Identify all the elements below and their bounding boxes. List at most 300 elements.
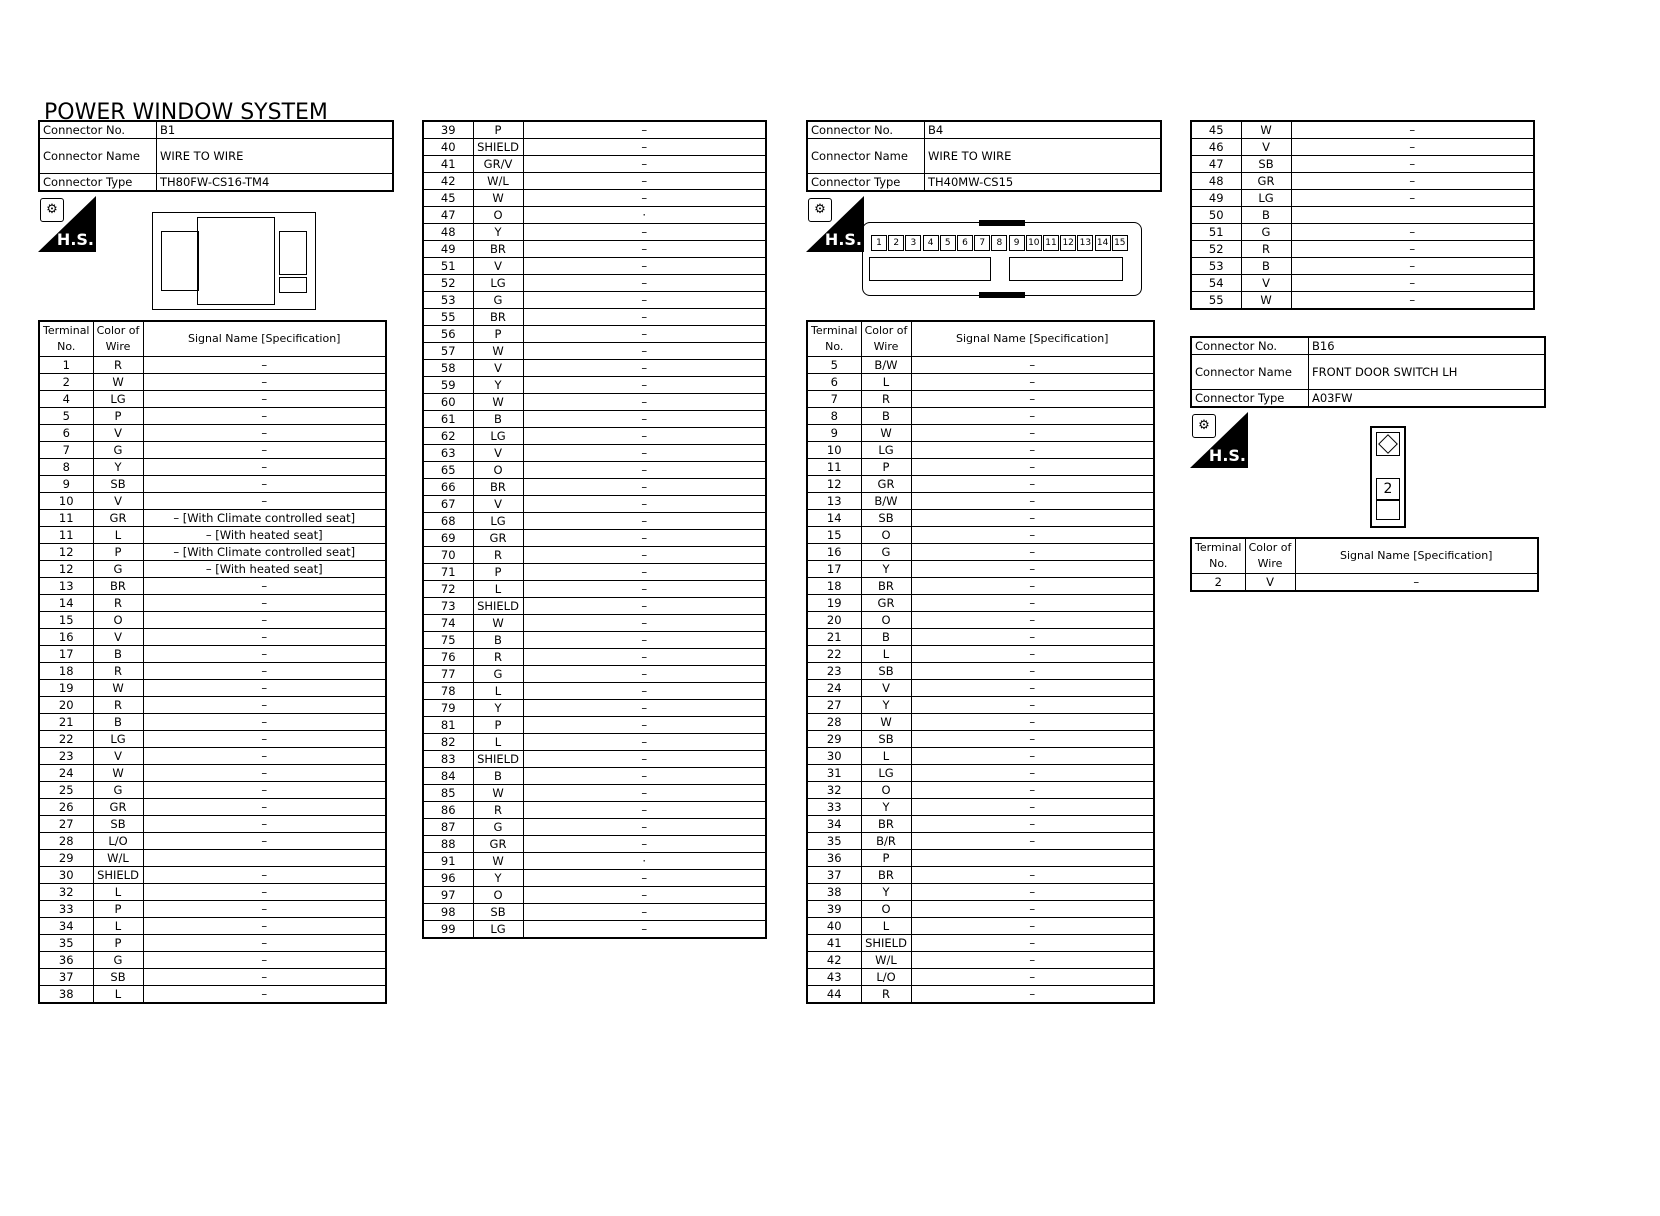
table-row	[423, 343, 766, 360]
signal-name-cell: –	[911, 374, 1154, 391]
terminal-no-header: Terminal No.	[807, 321, 861, 357]
wire-color-cell: L/O	[93, 833, 143, 850]
signal-name-cell: –	[143, 748, 386, 765]
table-row	[39, 374, 386, 391]
table-row	[39, 425, 386, 442]
terminal-no-cell: 40	[807, 918, 861, 935]
table-row	[423, 819, 766, 836]
signal-name-cell: –	[523, 683, 766, 700]
signal-name-cell: –	[143, 697, 386, 714]
connector-no-value: B4	[925, 121, 1162, 139]
wire-color-cell: Y	[473, 377, 523, 394]
wire-color-cell: B	[1241, 207, 1291, 224]
wire-color-cell: W	[473, 853, 523, 870]
signal-name-cell: –	[523, 615, 766, 632]
signal-name-cell: –	[143, 884, 386, 901]
signal-name-cell: –	[143, 765, 386, 782]
wire-color-cell: SHIELD	[861, 935, 911, 952]
terminal-no-cell: 51	[1191, 224, 1241, 241]
table-row	[423, 462, 766, 479]
signal-name-cell: –	[523, 343, 766, 360]
terminal-no-cell: 30	[39, 867, 93, 884]
hs-label: H.S.	[1208, 446, 1246, 465]
signal-name-cell: –	[143, 391, 386, 408]
wire-color-cell: Y	[861, 697, 911, 714]
table-row	[423, 411, 766, 428]
table-row	[807, 544, 1154, 561]
signal-name-cell: –	[523, 496, 766, 513]
signal-name-cell: –	[143, 476, 386, 493]
wire-color-cell: Y	[861, 561, 911, 578]
wire-color-cell: W/L	[861, 952, 911, 969]
terminal-no-cell: 66	[423, 479, 473, 496]
terminal-no-cell: 23	[807, 663, 861, 680]
terminal-no-cell: 43	[807, 969, 861, 986]
table-row	[423, 513, 766, 530]
table-row	[423, 547, 766, 564]
wire-color-cell: L	[861, 646, 911, 663]
signal-header: Signal Name [Specification]	[911, 321, 1154, 357]
b16-connector-info	[1190, 336, 1546, 408]
wire-color-cell: W	[93, 680, 143, 697]
table-row	[423, 598, 766, 615]
terminal-no-cell: 69	[423, 530, 473, 547]
terminal-no-cell: 15	[39, 612, 93, 629]
table-row	[423, 156, 766, 173]
terminal-no-cell: 33	[807, 799, 861, 816]
signal-name-cell: –	[143, 374, 386, 391]
signal-name-cell: –	[1291, 121, 1534, 139]
signal-name-cell: –	[143, 918, 386, 935]
signal-name-cell: –	[143, 935, 386, 952]
wire-color-cell: L	[473, 581, 523, 598]
signal-name-cell: –	[143, 629, 386, 646]
table-row	[39, 527, 386, 544]
connector-pin: 5	[940, 235, 956, 251]
terminal-no-cell: 98	[423, 904, 473, 921]
terminal-no-cell: 77	[423, 666, 473, 683]
terminal-no-cell: 7	[39, 442, 93, 459]
terminal-no-cell: 24	[39, 765, 93, 782]
wire-color-cell: B/R	[861, 833, 911, 850]
table-row	[39, 680, 386, 697]
connector-no-value: B1	[157, 121, 394, 139]
wire-color-cell: GR/V	[473, 156, 523, 173]
signal-name-cell: –	[143, 901, 386, 918]
terminal-no-cell: 75	[423, 632, 473, 649]
signal-name-cell: –	[143, 782, 386, 799]
table-row	[423, 887, 766, 904]
signal-name-cell	[911, 850, 1154, 867]
terminal-no-cell: 10	[807, 442, 861, 459]
connector-name-label: Connector Name	[39, 139, 157, 174]
table-row	[807, 918, 1154, 935]
table-row	[807, 935, 1154, 952]
connector-type-label: Connector Type	[39, 174, 157, 192]
table-row	[39, 935, 386, 952]
table-row	[39, 850, 386, 867]
wire-color-cell: SB	[93, 476, 143, 493]
signal-name-cell: –	[911, 901, 1154, 918]
terminal-no-cell: 28	[807, 714, 861, 731]
signal-name-cell: –	[523, 921, 766, 939]
signal-name-cell: –	[911, 918, 1154, 935]
wire-color-cell: LG	[861, 442, 911, 459]
table-row	[807, 374, 1154, 391]
signal-name-cell: –	[523, 479, 766, 496]
connector-no-label: Connector No.	[807, 121, 925, 139]
terminal-no-cell: 38	[807, 884, 861, 901]
wire-color-cell: LG	[473, 428, 523, 445]
signal-header: Signal Name [Specification]	[1295, 538, 1538, 574]
signal-name-cell: –	[1291, 258, 1534, 275]
b4-terminal-table	[806, 320, 1155, 1004]
terminal-no-cell: 44	[807, 986, 861, 1004]
terminal-no-cell: 17	[39, 646, 93, 663]
wire-color-cell: L	[473, 683, 523, 700]
terminal-no-cell: 27	[807, 697, 861, 714]
table-row	[423, 258, 766, 275]
table-row	[423, 190, 766, 207]
table-row	[423, 904, 766, 921]
terminal-no-cell: 45	[1191, 121, 1241, 139]
table-row	[1191, 574, 1538, 592]
signal-name-cell: –	[523, 156, 766, 173]
wire-color-cell: G	[473, 666, 523, 683]
table-row	[423, 207, 766, 224]
terminal-no-cell: 34	[807, 816, 861, 833]
wire-color-cell: O	[861, 901, 911, 918]
terminal-no-cell: 11	[39, 510, 93, 527]
connector-pin: 4	[923, 235, 939, 251]
terminal-no-cell: 20	[39, 697, 93, 714]
table-row	[423, 275, 766, 292]
signal-name-cell: –	[523, 428, 766, 445]
wire-color-cell: P	[93, 935, 143, 952]
wire-color-cell: Y	[473, 224, 523, 241]
terminal-no-cell: 12	[39, 544, 93, 561]
signal-name-cell: –	[143, 459, 386, 476]
signal-name-cell: –	[523, 445, 766, 462]
terminal-no-cell: 39	[807, 901, 861, 918]
table-row	[423, 445, 766, 462]
wire-color-cell: SB	[93, 969, 143, 986]
table-row	[807, 476, 1154, 493]
table-row	[39, 561, 386, 578]
table-row	[1191, 173, 1534, 190]
terminal-no-cell: 37	[807, 867, 861, 884]
signal-name-cell: –	[911, 561, 1154, 578]
wire-color-cell: P	[473, 326, 523, 343]
connector-no-value: B16	[1309, 337, 1546, 355]
wire-color-cell: W	[861, 425, 911, 442]
wire-color-cell: BR	[93, 578, 143, 595]
wire-color-cell: O	[861, 612, 911, 629]
table-row	[39, 629, 386, 646]
table-row	[39, 476, 386, 493]
terminal-no-cell: 37	[39, 969, 93, 986]
connector-pin: 10	[1026, 235, 1042, 251]
signal-name-cell: –	[911, 697, 1154, 714]
terminal-no-cell: 60	[423, 394, 473, 411]
wire-color-cell: Y	[861, 884, 911, 901]
connector-pin: 7	[974, 235, 990, 251]
terminal-no-cell: 18	[39, 663, 93, 680]
table-row	[39, 765, 386, 782]
wire-color-cell: V	[93, 425, 143, 442]
wire-color-cell: W	[473, 615, 523, 632]
wire-color-cell: GR	[93, 510, 143, 527]
terminal-no-cell: 16	[807, 544, 861, 561]
wire-color-cell: L	[93, 986, 143, 1004]
wire-color-cell: P	[93, 408, 143, 425]
terminal-no-cell: 9	[807, 425, 861, 442]
terminal-no-cell: 9	[39, 476, 93, 493]
table-row	[807, 850, 1154, 867]
signal-name-cell: –	[523, 836, 766, 853]
table-row	[39, 714, 386, 731]
table-row	[423, 360, 766, 377]
wire-color-cell: R	[93, 357, 143, 374]
signal-name-cell: –	[523, 564, 766, 581]
terminal-no-cell: 41	[807, 935, 861, 952]
signal-name-cell: –	[911, 663, 1154, 680]
wire-color-cell: V	[473, 258, 523, 275]
signal-name-cell: – [With Climate controlled seat]	[143, 544, 386, 561]
signal-name-cell	[143, 850, 386, 867]
table-row	[1191, 275, 1534, 292]
table-row	[39, 901, 386, 918]
table-row	[807, 459, 1154, 476]
terminal-no-cell: 88	[423, 836, 473, 853]
terminal-no-cell: 20	[807, 612, 861, 629]
signal-name-cell: –	[143, 986, 386, 1004]
terminal-no-cell: 28	[39, 833, 93, 850]
terminal-no-cell: 81	[423, 717, 473, 734]
signal-name-cell: –	[143, 714, 386, 731]
wire-color-cell: B	[93, 646, 143, 663]
signal-name-cell: –	[143, 442, 386, 459]
terminal-no-cell: 32	[39, 884, 93, 901]
terminal-no-cell: 24	[807, 680, 861, 697]
wire-color-cell: O	[861, 527, 911, 544]
wire-color-cell: B	[861, 408, 911, 425]
table-row	[39, 391, 386, 408]
terminal-no-cell: 34	[39, 918, 93, 935]
table-row	[39, 357, 386, 374]
wire-color-cell: GR	[93, 799, 143, 816]
terminal-no-cell: 65	[423, 462, 473, 479]
terminal-no-cell: 36	[39, 952, 93, 969]
wire-color-cell: G	[93, 442, 143, 459]
connector-name-label: Connector Name	[807, 139, 925, 174]
wire-color-cell: G	[473, 819, 523, 836]
terminal-no-cell: 30	[807, 748, 861, 765]
table-row	[807, 629, 1154, 646]
table-row	[807, 765, 1154, 782]
signal-name-cell: –	[911, 595, 1154, 612]
terminal-no-cell: 50	[1191, 207, 1241, 224]
wire-color-cell: P	[93, 544, 143, 561]
signal-name-cell: –	[523, 751, 766, 768]
terminal-no-cell: 84	[423, 768, 473, 785]
terminal-no-cell: 38	[39, 986, 93, 1004]
terminal-no-cell: 85	[423, 785, 473, 802]
connector-no-label: Connector No.	[1191, 337, 1309, 355]
terminal-no-cell: 72	[423, 581, 473, 598]
signal-name-cell: –	[143, 680, 386, 697]
signal-name-cell: – [With Climate controlled seat]	[143, 510, 386, 527]
connector-pin: 2	[888, 235, 904, 251]
signal-name-cell: –	[143, 612, 386, 629]
terminal-no-cell: 48	[1191, 173, 1241, 190]
signal-name-cell: –	[523, 258, 766, 275]
table-row	[807, 952, 1154, 969]
signal-name-cell: –	[911, 731, 1154, 748]
terminal-no-cell: 48	[423, 224, 473, 241]
terminal-no-cell: 13	[39, 578, 93, 595]
signal-name-cell: –	[143, 357, 386, 374]
wire-color-cell: B	[861, 629, 911, 646]
signal-name-cell: –	[911, 391, 1154, 408]
hs-badge	[38, 196, 96, 252]
wire-color-cell: SB	[861, 510, 911, 527]
terminal-no-cell: 32	[807, 782, 861, 799]
connector-pin: 6	[957, 235, 973, 251]
terminal-no-cell: 47	[423, 207, 473, 224]
wire-color-cell: B	[473, 768, 523, 785]
terminal-no-cell: 14	[807, 510, 861, 527]
signal-name-cell: –	[523, 632, 766, 649]
signal-name-cell: –	[523, 411, 766, 428]
terminal-no-cell: 6	[39, 425, 93, 442]
wire-color-cell: W	[1241, 292, 1291, 310]
wire-color-cell: GR	[473, 530, 523, 547]
terminal-no-cell: 19	[39, 680, 93, 697]
table-row	[1191, 121, 1534, 139]
terminal-no-cell: 49	[1191, 190, 1241, 207]
signal-name-cell: ·	[523, 207, 766, 224]
wire-color-cell: B	[473, 411, 523, 428]
table-row	[423, 121, 766, 139]
signal-name-cell: –	[911, 935, 1154, 952]
table-row	[423, 309, 766, 326]
connector-icon: ⚙	[808, 198, 832, 222]
terminal-no-cell: 45	[423, 190, 473, 207]
wire-color-cell: BR	[861, 578, 911, 595]
signal-name-cell: –	[143, 799, 386, 816]
table-row	[423, 802, 766, 819]
signal-name-cell: –	[1291, 275, 1534, 292]
terminal-no-cell: 21	[807, 629, 861, 646]
table-row	[807, 731, 1154, 748]
wire-color-cell: W	[473, 343, 523, 360]
connector-pin: 9	[1009, 235, 1025, 251]
wire-color-cell: BR	[861, 816, 911, 833]
wire-color-cell: SHIELD	[93, 867, 143, 884]
table-row	[807, 527, 1154, 544]
table-row	[423, 870, 766, 887]
table-row	[807, 442, 1154, 459]
table-row	[39, 612, 386, 629]
terminal-no-header: Terminal No.	[1191, 538, 1245, 574]
page-title: POWER WINDOW SYSTEM	[44, 100, 328, 125]
signal-name-cell: –	[911, 867, 1154, 884]
wire-color-cell: LG	[473, 275, 523, 292]
wire-color-cell: B/W	[861, 493, 911, 510]
wire-color-cell: BR	[473, 241, 523, 258]
wire-color-cell: G	[93, 952, 143, 969]
terminal-no-cell: 23	[39, 748, 93, 765]
table-row	[39, 663, 386, 680]
terminal-no-cell: 46	[1191, 139, 1241, 156]
signal-name-cell: –	[911, 986, 1154, 1004]
signal-name-cell: –	[143, 816, 386, 833]
table-row	[807, 816, 1154, 833]
connector-type-label: Connector Type	[807, 174, 925, 192]
table-row	[423, 632, 766, 649]
signal-name-cell: –	[1291, 190, 1534, 207]
table-row	[423, 751, 766, 768]
terminal-no-cell: 87	[423, 819, 473, 836]
signal-name-cell: –	[523, 377, 766, 394]
signal-name-cell: –	[911, 544, 1154, 561]
terminal-no-cell: 29	[39, 850, 93, 867]
wire-color-cell: LG	[473, 513, 523, 530]
signal-name-cell: –	[143, 595, 386, 612]
signal-name-cell: –	[523, 887, 766, 904]
b16-terminal-table	[1190, 537, 1539, 592]
connector-pin: 8	[991, 235, 1007, 251]
wire-color-cell: V	[93, 493, 143, 510]
terminal-no-cell: 11	[807, 459, 861, 476]
table-row	[39, 544, 386, 561]
table-row	[423, 224, 766, 241]
terminal-no-cell: 16	[39, 629, 93, 646]
terminal-no-cell: 52	[423, 275, 473, 292]
b1-connector-info	[38, 120, 394, 192]
connector-pin: 11	[1043, 235, 1059, 251]
terminal-no-cell: 12	[39, 561, 93, 578]
table-row	[1191, 292, 1534, 310]
connector-name-value: WIRE TO WIRE	[925, 139, 1162, 174]
table-row	[423, 836, 766, 853]
wire-color-cell: O	[861, 782, 911, 799]
wire-color-cell: B	[473, 632, 523, 649]
table-row	[1191, 207, 1534, 224]
signal-name-cell: –	[911, 510, 1154, 527]
signal-name-cell: –	[523, 292, 766, 309]
connector-icon: ⚙	[40, 198, 64, 222]
wire-color-cell: G	[473, 292, 523, 309]
terminal-no-cell: 35	[39, 935, 93, 952]
signal-name-cell: –	[523, 717, 766, 734]
terminal-no-cell: 82	[423, 734, 473, 751]
signal-name-cell: –	[523, 139, 766, 156]
signal-name-cell: –	[523, 530, 766, 547]
terminal-no-cell: 31	[807, 765, 861, 782]
terminal-no-cell: 8	[39, 459, 93, 476]
signal-name-cell: –	[143, 493, 386, 510]
b1-terminal-table-cont	[422, 120, 767, 939]
signal-name-cell	[1291, 207, 1534, 224]
b16-pin-label: 2	[1376, 478, 1400, 500]
signal-name-cell: –	[143, 969, 386, 986]
table-row	[807, 748, 1154, 765]
terminal-no-cell: 18	[807, 578, 861, 595]
wire-color-cell: O	[473, 462, 523, 479]
table-row	[39, 595, 386, 612]
